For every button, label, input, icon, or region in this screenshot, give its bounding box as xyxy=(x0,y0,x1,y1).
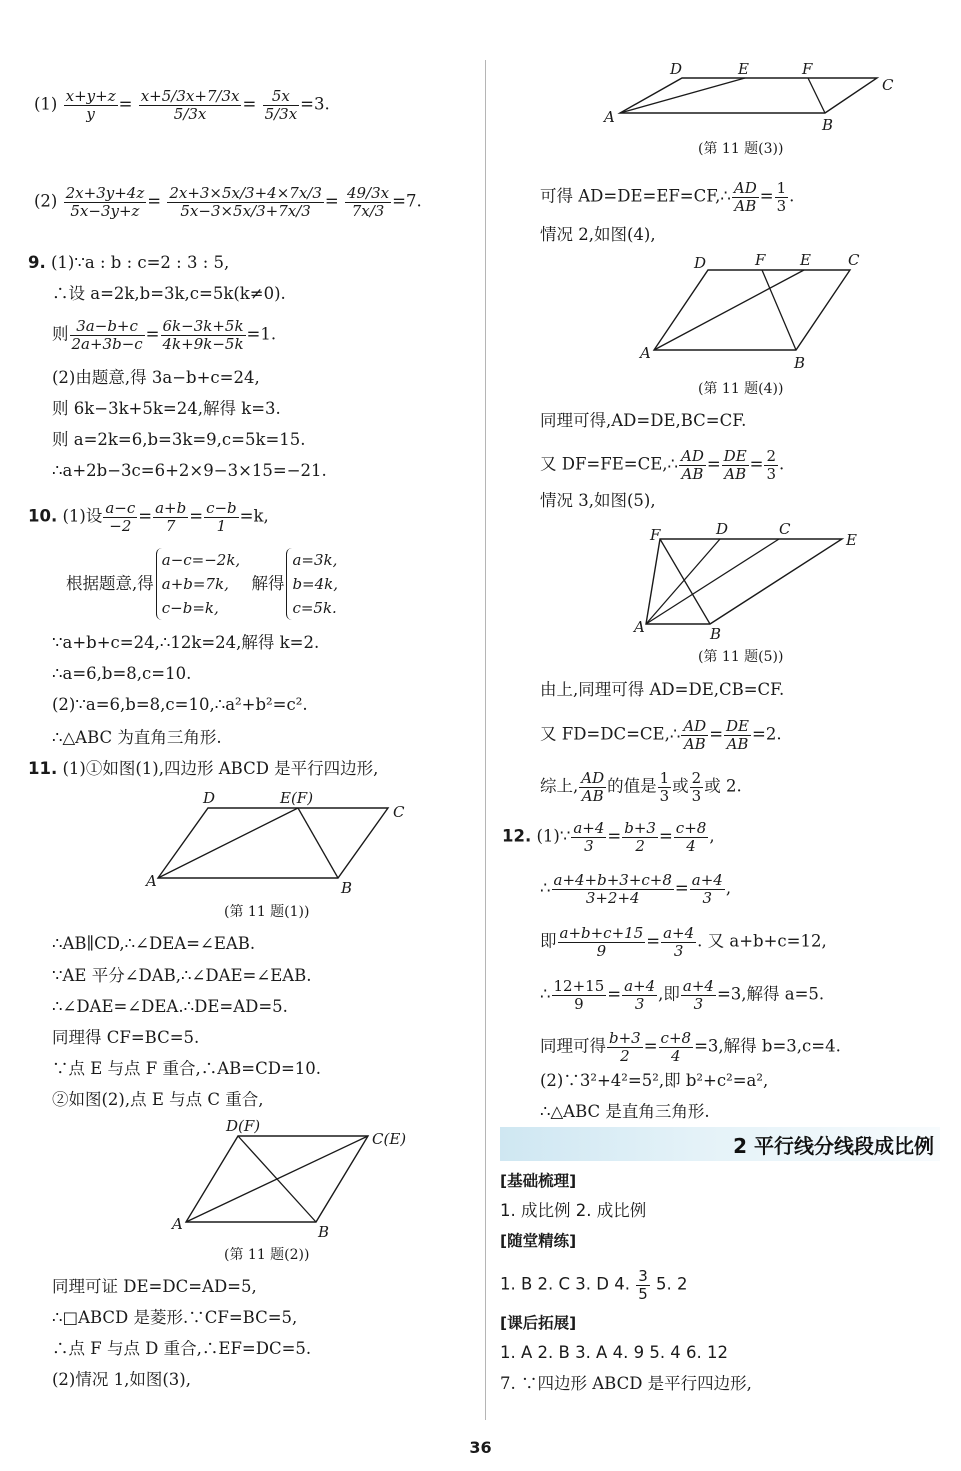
eq-8-1: (1) $\frac{x+y+z}{y}$ = $\frac{x+5/3x+7/3x}{5/3x}$ = $\frac{5x}{5/3x}$ =3. xyxy=(34,87,330,123)
label-b: B xyxy=(341,879,353,897)
q12-line6: (2)∵3²+4²=5²,即 b²+c²=a², xyxy=(540,1071,769,1090)
fraction: $\frac{c-b}{1}$ xyxy=(206,499,237,535)
fraction: $\frac{a+4}{3}$ xyxy=(691,871,723,907)
label-c: C xyxy=(393,803,405,821)
q11-line7: ②如图(2),点 E 与点 C 重合, xyxy=(52,1090,264,1109)
fraction: $\frac{b+3}{2}$ xyxy=(609,1029,641,1065)
q12-line2: ∴ $\frac{a+4+b+3+c+8}{3+2+4}$ = $\frac{a+4}{3}$ , xyxy=(540,871,732,907)
fraction: $\frac{49/3x}{7x/3}$ xyxy=(346,184,390,220)
column-divider xyxy=(485,60,486,1420)
page-number: 36 xyxy=(469,1438,492,1457)
q12-line7: ∴△ABC 是直角三角形. xyxy=(540,1102,710,1121)
q11-line10: ∴点 F 与点 D 重合,∴EF=DC=5. xyxy=(52,1339,312,1358)
q9-line7: ∴a+2b−3c=6+2×9−3×15=−21. xyxy=(52,461,327,480)
tag-after-class: [课后拓展] xyxy=(500,1314,577,1332)
q10-line6: ∴△ABC 为直角三角形. xyxy=(52,728,222,747)
label-d: D xyxy=(694,254,707,272)
label-e: E xyxy=(738,60,749,78)
fraction: $\frac{b+3}{2}$ xyxy=(624,819,656,855)
diagonal-db xyxy=(238,1136,316,1222)
label-b: B xyxy=(822,116,834,134)
q10-line1: 10. (1)设 $\frac{a-c}{-2}$ = $\frac{a+b}{7}$ = $\frac{c-b}{1}$ =k, xyxy=(28,499,269,535)
section-banner xyxy=(500,1127,940,1161)
fraction: $\frac{a+4+b+3+c+8}{3+2+4}$ xyxy=(553,871,672,907)
segment-fb xyxy=(298,808,338,878)
q11-line3: ∵AE 平分∠DAB,∴∠DAE=∠EAB. xyxy=(52,966,312,985)
segment-fb xyxy=(762,270,796,350)
q10-line3: ∵a+b+c=24,∴12k=24,解得 k=2. xyxy=(52,633,320,652)
fraction: $\frac{a+4}{3}$ xyxy=(682,977,714,1013)
figure-11-3 xyxy=(592,58,912,138)
fraction: $\frac{x+y+z}{y}$ xyxy=(65,87,116,123)
q11-line8: 同理可证 DE=DC=AD=5, xyxy=(52,1277,257,1296)
parallelogram-abcd xyxy=(620,78,877,113)
q11-line6: ∵点 E 与点 F 重合,∴AB=CD=10. xyxy=(52,1059,322,1078)
equation-system-2: a=3k, b=4k, c=5k. xyxy=(286,548,338,620)
q11-line1: 11. (1)①如图(1),四边形 ABCD 是平行四边形, xyxy=(28,759,379,778)
label-c: C xyxy=(779,520,791,538)
label-d: D xyxy=(203,789,216,807)
parallelogram-abcd xyxy=(654,270,850,350)
fraction: $\frac{a+4}{3}$ xyxy=(624,977,656,1013)
segment-fb xyxy=(808,78,825,113)
r-line3: 同理可得,AD=DE,BC=CF. xyxy=(540,411,747,430)
label-a: A xyxy=(634,618,645,636)
label-a: A xyxy=(172,1215,183,1233)
answers-after-class: 1. A 2. B 3. A 4. 9 5. 4 6. 12 xyxy=(500,1343,729,1362)
label-a: A xyxy=(146,872,157,890)
segment-fb xyxy=(660,539,710,624)
label-a: A xyxy=(604,108,615,126)
fraction: $\frac{3}{5}$ xyxy=(638,1267,648,1303)
label-d: D xyxy=(670,60,683,78)
eq-8-2: (2) $\frac{2x+3y+4z}{5x-3y+z}$ = $\frac{2x+3\times 5x/3+4\times 7x/3}{5x-3\times 5x/3+7x/3}$ = $\frac{49/3x}{7x/3}$ =7. xyxy=(34,184,422,220)
fraction: $\frac{2x+3\times 5x/3+4\times 7x/3}{5x-3\times 5x/3+7x/3}$ xyxy=(169,184,322,220)
fraction: $\frac{1}{3}$ xyxy=(659,769,670,805)
answers-basic: 1. 成比例 2. 成比例 xyxy=(500,1201,647,1220)
eq-prefix: (1) xyxy=(34,94,58,114)
r-line4: 又 DF=FE=CE,∴ $\frac{AD}{AB}$ = $\frac{DE}{AB}$ = $\frac{2}{3}$ . xyxy=(540,447,785,483)
label-c: C xyxy=(882,76,894,94)
figure-11-1 xyxy=(143,786,443,898)
label-ef: E(F) xyxy=(280,789,314,807)
q11-line9: ∴□ABCD 是菱形.∵CF=BC=5, xyxy=(52,1308,298,1327)
fraction: $\frac{a-c}{-2}$ xyxy=(105,499,136,535)
label-e: E xyxy=(846,531,857,549)
fraction: $\frac{a+b+c+15}{9}$ xyxy=(559,924,644,960)
q12-line3: 即 $\frac{a+b+c+15}{9}$ = $\frac{a+4}{3}$ . 又 a+b+c=12, xyxy=(540,924,827,960)
label-c: C xyxy=(848,251,860,269)
answer-7: 7. ∵四边形 ABCD 是平行四边形, xyxy=(500,1374,752,1393)
segment-ae xyxy=(654,270,804,350)
fraction: $\frac{6k-3k+5k}{4k+9k-5k}$ xyxy=(162,317,244,353)
label-b: B xyxy=(794,354,806,372)
label-f: F xyxy=(755,251,766,269)
q10-system: 根据题意,得 a−c=−2k, a+b=7k, c−b=k, 解得 a=3k, b=4k, c=5k. xyxy=(66,548,338,620)
figure-caption-1: (第 11 题(1)) xyxy=(224,904,310,920)
equation-system-1: a−c=−2k, a+b=7k, c−b=k, xyxy=(156,548,240,620)
label-f: F xyxy=(650,526,661,544)
parallelogram-abcd xyxy=(158,808,388,878)
fraction: $\frac{DE}{AB}$ xyxy=(726,717,750,753)
r-line7: 又 FD=DC=CE,∴ $\frac{AD}{AB}$ = $\frac{DE}{AB}$ =2. xyxy=(540,717,782,753)
q12-line5: 同理可得 $\frac{b+3}{2}$ = $\frac{c+8}{4}$ =3,解得 b=3,c=4. xyxy=(540,1029,841,1065)
q11-line2: ∴AB∥CD,∴∠DEA=∠EAB. xyxy=(52,934,256,953)
q10-line4: ∴a=6,b=8,c=10. xyxy=(52,664,192,683)
q11-line5: 同理得 CF=BC=5. xyxy=(52,1028,200,1047)
label-ce: C(E) xyxy=(372,1130,407,1148)
q11-line4: ∴∠DAE=∠DEA.∴DE=AD=5. xyxy=(52,997,288,1016)
section-title: 2 平行线分线段成比例 xyxy=(733,1134,934,1158)
figure-11-2 xyxy=(146,1114,436,1242)
segment-ae xyxy=(620,78,745,113)
fraction: $\frac{AD}{AB}$ xyxy=(680,447,704,483)
r-line1: 可得 AD=DE=EF=CF,∴ $\frac{AD}{AB}$ = $\frac{1}{3}$ . xyxy=(540,179,795,215)
fraction: $\frac{AD}{AB}$ xyxy=(581,769,605,805)
label-df: D(F) xyxy=(226,1117,261,1135)
label-b: B xyxy=(710,625,722,643)
q11-line11: (2)情况 1,如图(3), xyxy=(52,1370,191,1389)
fraction: $\frac{DE}{AB}$ xyxy=(723,447,747,483)
q9-line1: 9. (1)∵a : b : c=2 : 3 : 5, xyxy=(28,253,230,272)
fraction: $\frac{5x}{5/3x}$ xyxy=(264,87,298,123)
fraction: $\frac{2}{3}$ xyxy=(691,769,702,805)
fraction: $\frac{AD}{AB}$ xyxy=(733,179,757,215)
r-line8: 综上, $\frac{AD}{AB}$ 的值是 $\frac{1}{3}$ 或 $\frac{2}{3}$ 或 2. xyxy=(540,769,742,805)
label-b: B xyxy=(318,1223,330,1241)
segment-ad xyxy=(646,539,720,624)
figure-caption-3: (第 11 题(3)) xyxy=(698,141,784,157)
label-e: E xyxy=(800,251,811,269)
fraction: $\frac{2}{3}$ xyxy=(766,447,777,483)
label-f: F xyxy=(802,60,813,78)
figure-caption-5: (第 11 题(5)) xyxy=(698,649,784,665)
r-line2: 情况 2,如图(4), xyxy=(540,225,656,244)
fraction: $\frac{a+4}{3}$ xyxy=(663,924,695,960)
r-line5: 情况 3,如图(5), xyxy=(540,491,656,510)
fraction: $\frac{2x+3y+4z}{5x-3y+z}$ xyxy=(65,184,145,220)
figure-caption-2: (第 11 题(2)) xyxy=(224,1247,310,1263)
tag-basic-review: [基础梳理] xyxy=(500,1172,577,1190)
figure-outline xyxy=(646,539,842,624)
q9-line6: 则 a=2k=6,b=3k=9,c=5k=15. xyxy=(52,430,306,449)
q9-line3: 则 $\frac{3a-b+c}{2a+3b-c}$ = $\frac{6k-3k+5k}{4k+9k-5k}$ =1. xyxy=(52,317,277,353)
fraction: $\frac{AD}{AB}$ xyxy=(683,717,707,753)
fraction: $\frac{a+b}{7}$ xyxy=(155,499,187,535)
fraction: $\frac{c+8}{4}$ xyxy=(675,819,707,855)
r-line6: 由上,同理可得 AD=DE,CB=CF. xyxy=(540,680,785,699)
left-column xyxy=(28,0,468,1430)
segment-ac xyxy=(646,539,779,624)
figure-11-5 xyxy=(624,514,874,644)
label-a: A xyxy=(640,344,651,362)
fraction: $\frac{3a-b+c}{2a+3b-c}$ xyxy=(71,317,143,353)
figure-caption-4: (第 11 题(4)) xyxy=(698,381,784,397)
tag-classroom-practice: [随堂精练] xyxy=(500,1232,577,1250)
q12-line4: ∴ $\frac{12+15}{9}$ = $\frac{a+4}{3}$ ,即 $\frac{a+4}{3}$ =3,解得 a=5. xyxy=(540,977,825,1013)
q10-line5: (2)∵a=6,b=8,c=10,∴a²+b²=c². xyxy=(52,695,308,714)
label-d: D xyxy=(716,520,729,538)
q9-line2: ∴设 a=2k,b=3k,c=5k(k≠0). xyxy=(52,284,286,303)
fraction: $\frac{c+8}{4}$ xyxy=(660,1029,692,1065)
fraction: $\frac{1}{3}$ xyxy=(776,179,787,215)
figure-11-4 xyxy=(628,248,878,378)
q9-line5: 则 6k−3k+5k=24,解得 k=3. xyxy=(52,399,281,418)
q9-line4: (2)由题意,得 3a−b+c=24, xyxy=(52,368,260,387)
fraction: $\frac{a+4}{3}$ xyxy=(573,819,605,855)
answers-classroom: 1. B 2. C 3. D 4. $\frac{3}{5}$ 5. 2 xyxy=(500,1267,688,1303)
segment-ae xyxy=(158,808,298,878)
q12-line1: 12. (1)∵ $\frac{a+4}{3}$ = $\frac{b+3}{2}$ = $\frac{c+8}{4}$ , xyxy=(502,819,715,855)
fraction: $\frac{12+15}{9}$ xyxy=(553,977,605,1013)
fraction: $\frac{x+5/3x+7/3x}{5/3x}$ xyxy=(140,87,240,123)
